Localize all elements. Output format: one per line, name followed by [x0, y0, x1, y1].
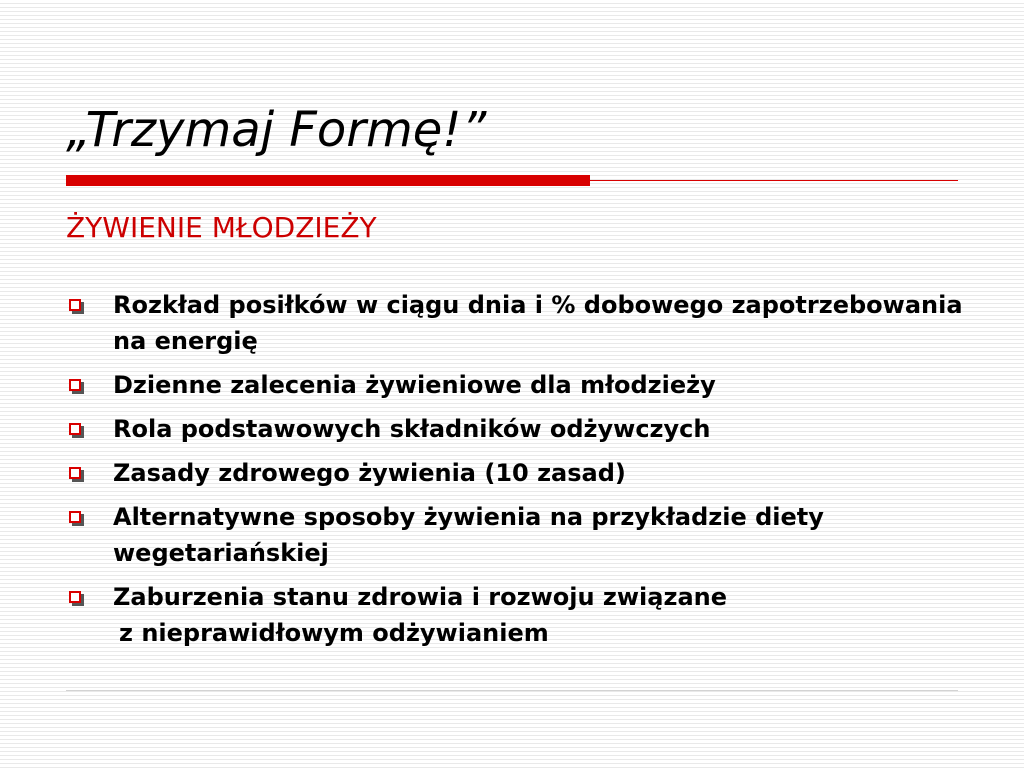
bullet-text: Rola podstawowych składników odżywczych — [113, 415, 711, 443]
bullet-continuation-text: z nieprawidłowym odżywianiem — [119, 619, 549, 647]
bullet-text: Rozkład posiłków w ciągu dnia i % dobowego zapotrzebowania na energię — [113, 291, 963, 355]
hollow-square-icon — [69, 379, 81, 391]
bullet-text: Dzienne zalecenia żywieniowe dla młodzieży — [113, 371, 716, 399]
hollow-square-icon — [69, 423, 81, 435]
bullet-list — [66, 287, 966, 659]
title-underline-thin — [590, 180, 958, 181]
bullet-item — [66, 579, 966, 651]
bullet-text: Zaburzenia stanu zdrowia i rozwoju związane — [113, 583, 728, 611]
bullet-item — [66, 499, 966, 571]
hollow-square-icon — [69, 467, 81, 479]
bullet-item — [66, 455, 966, 491]
slide-subtitle: ŻYWIENIE MŁODZIEŻY — [66, 211, 377, 244]
slide-title: „Trzymaj Formę!” — [66, 102, 487, 158]
footer-divider — [66, 690, 958, 691]
bullet-item — [66, 411, 966, 447]
bullet-item — [66, 367, 966, 403]
hollow-square-icon — [69, 511, 81, 523]
bullet-item — [66, 287, 966, 359]
title-underline-thick — [66, 175, 590, 186]
hollow-square-icon — [69, 591, 81, 603]
bullet-text: Alternatywne sposoby żywienia na przykładzie diety wegetariańskiej — [113, 503, 824, 567]
bullet-text: Zasady zdrowego żywienia (10 zasad) — [113, 459, 626, 487]
hollow-square-icon — [69, 299, 81, 311]
